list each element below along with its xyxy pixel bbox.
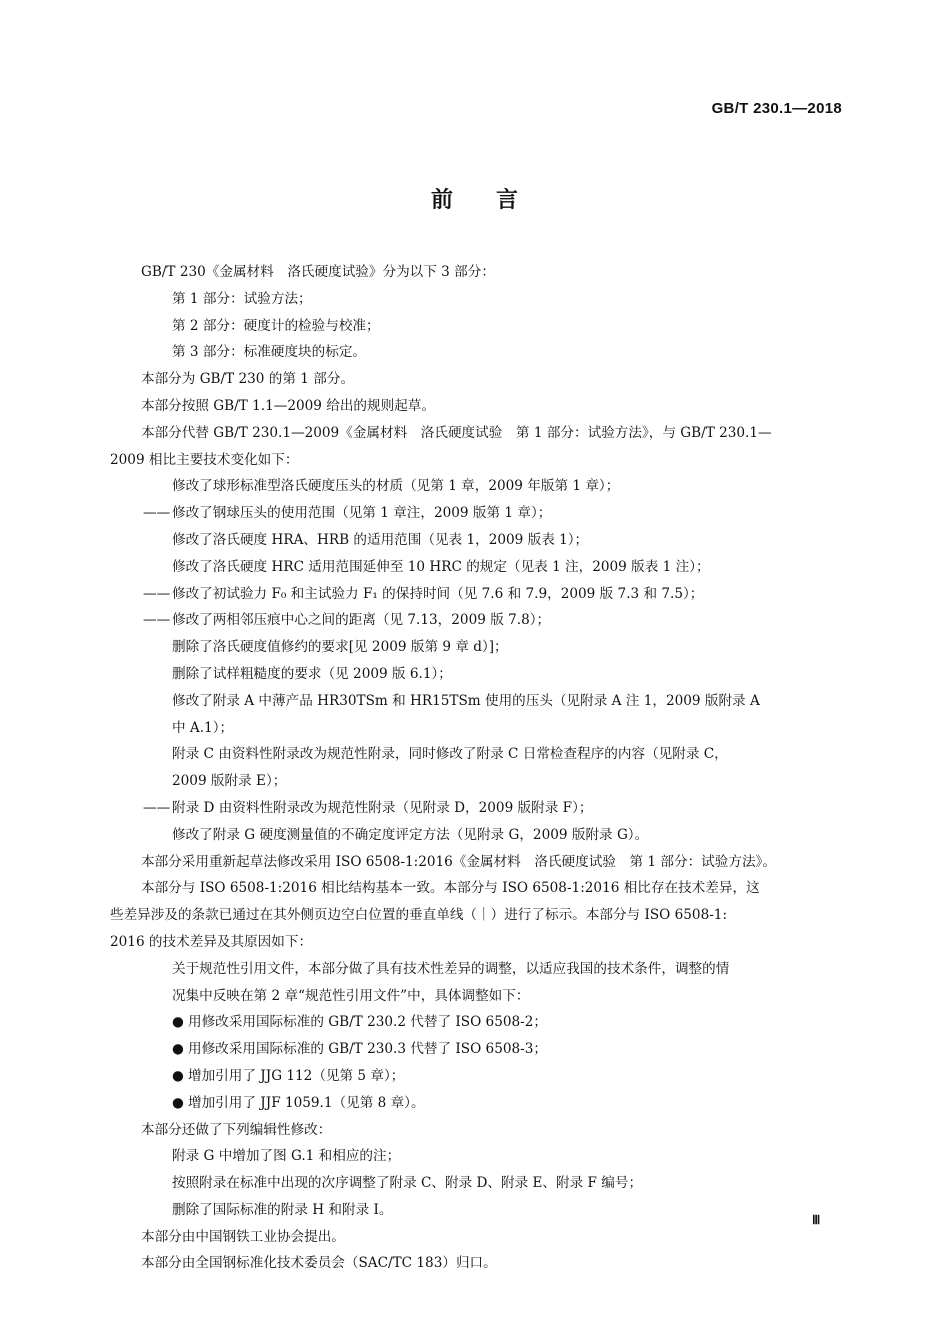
text-line	[110, 929, 843, 956]
line-text: 修改了洛氏硬度 HRA、HRB 的适用范围（见表 1，2009 版表 1）；	[172, 531, 589, 548]
line-text: 本部分为 GB/T 230 的第 1 部分。	[141, 371, 355, 388]
standard-code: GB/T 230.1—2018	[711, 100, 842, 117]
line-text: 修改了球形标准型洛氏硬度压头的材质（见第 1 章，2009 年版第 1 章）；	[172, 478, 620, 495]
list-dash: ——	[143, 799, 171, 816]
bullet-icon: ●	[172, 1014, 184, 1031]
title-char-1: 前	[430, 188, 454, 213]
line-text: 用修改采用国际标准的 GB/T 230.3 代替了 ISO 6508-3；	[188, 1041, 547, 1058]
line-text: 本部分由全国钢标准化技术委员会（SAC/TC 183）归口。	[141, 1255, 497, 1272]
bullet-icon: ●	[172, 1041, 184, 1058]
line-text: 况集中反映在第 2 章“规范性引用文件”中，具体调整如下：	[172, 987, 530, 1004]
text-line	[110, 393, 843, 420]
list-dash: ——	[143, 505, 171, 522]
text-line	[110, 1170, 843, 1197]
line-text: GB/T 230《金属材料 洛氏硬度试验》分为以下 3 部分：	[141, 264, 495, 280]
text-line	[110, 661, 843, 688]
line-text: 附录 C 由资料性附录改为规范性附录，同时修改了附录 C 日常检查程序的内容（见附录 C，	[172, 746, 728, 763]
foreword-body	[110, 259, 843, 1277]
line-text: 修改了两相邻压痕中心之间的距离（见 7.13，2009 版 7.8）；	[172, 612, 551, 629]
text-line	[110, 1250, 843, 1277]
line-text: 修改了初试验力 F₀ 和主试验力 F₁ 的保持时间（见 7.6 和 7.9，2009 版 7.3 和 7.5）；	[172, 585, 704, 602]
text-line	[110, 875, 843, 902]
text-line	[110, 715, 843, 742]
line-text: 本部分还做了下列编辑性修改：	[141, 1121, 332, 1138]
text-line	[110, 286, 843, 313]
bullet-icon: ●	[172, 1094, 184, 1111]
text-line	[110, 849, 843, 876]
line-text: 附录 G 中增加了图 G.1 和相应的注；	[172, 1148, 401, 1165]
text-line	[110, 1197, 843, 1224]
line-text: 2009 相比主要技术变化如下：	[110, 451, 299, 468]
line-text: 本部分代替 GB/T 230.1—2009《金属材料 洛氏硬度试验 第 1 部分：试验方法》，与 GB/T 230.1—	[141, 424, 772, 441]
text-line	[110, 527, 843, 554]
text-line	[110, 473, 843, 500]
text-line	[110, 768, 843, 795]
text-line	[110, 607, 843, 634]
text-line	[110, 902, 843, 929]
line-text: 用修改采用国际标准的 GB/T 230.2 代替了 ISO 6508-2；	[188, 1014, 547, 1031]
line-text: 第 1 部分：试验方法；	[172, 290, 312, 307]
text-line	[110, 822, 843, 849]
line-text: 本部分与 ISO 6508-1:2016 相比结构基本一致。本部分与 ISO 6508-1:2016 相比存在技术差异，这	[141, 880, 760, 897]
text-line	[110, 366, 843, 393]
line-text: 附录 D 由资料性附录改为规范性附录（见附录 D，2009 版附录 F）；	[172, 799, 593, 816]
line-text: 增加引用了 JJF 1059.1（见第 8 章）。	[188, 1094, 425, 1111]
line-text: 修改了洛氏硬度 HRC 适用范围延伸至 10 HRC 的规定（见表 1 注，2009 版表 1 注）；	[172, 558, 710, 575]
text-line	[110, 313, 843, 340]
text-line	[110, 554, 843, 581]
list-dash: ——	[143, 585, 171, 602]
text-line	[110, 1090, 843, 1117]
text-line	[110, 339, 843, 366]
text-line	[110, 447, 843, 474]
line-text: 2016 的技术差异及其原因如下：	[110, 933, 313, 950]
text-line	[110, 581, 843, 608]
text-line	[110, 741, 843, 768]
text-line	[110, 1224, 843, 1251]
line-text: 修改了钢球压头的使用范围（见第 1 章注，2009 版第 1 章）；	[172, 505, 552, 522]
list-dash: ——	[143, 612, 171, 629]
line-text: 本部分采用重新起草法修改采用 ISO 6508-1:2016《金属材料 洛氏硬度试验 第 1 部分：试验方法》。	[141, 853, 776, 870]
page-number: Ⅲ	[812, 1213, 821, 1227]
line-text: 2009 版附录 E）；	[172, 773, 287, 790]
line-text: 关于规范性引用文件，本部分做了具有技术性差异的调整，以适应我国的技术条件，调整的情	[172, 960, 730, 977]
text-line	[110, 1036, 843, 1063]
text-line	[110, 1063, 843, 1090]
line-text: 按照附录在标准中出现的次序调整了附录 C、附录 D、附录 E、附录 F 编号；	[172, 1175, 643, 1192]
line-text: 第 3 部分：标准硬度块的标定。	[172, 344, 367, 361]
line-text: 删除了试样粗糙度的要求（见 2009 版 6.1）；	[172, 665, 452, 682]
line-text: 第 2 部分：硬度计的检验与校准；	[172, 317, 380, 334]
text-line	[110, 983, 843, 1010]
line-text: 增加引用了 JJG 112（见第 5 章）；	[188, 1067, 405, 1084]
line-text: 修改了附录 G 硬度测量值的不确定度评定方法（见附录 G，2009 版附录 G）。	[172, 826, 649, 843]
text-line	[110, 795, 843, 822]
text-line	[110, 688, 843, 715]
page-title	[0, 183, 950, 214]
text-line	[110, 956, 843, 983]
line-text: 中 A.1）；	[172, 719, 234, 736]
text-line	[110, 634, 843, 661]
line-text: 本部分由中国钢铁工业协会提出。	[141, 1228, 345, 1245]
line-text: 些差异涉及的条款已通过在其外侧页边空白位置的垂直单线（｜）进行了标示。本部分与 ISO 6508-1:	[110, 907, 728, 924]
line-text: 修改了附录 A 中薄产品 HR30TSm 和 HR15TSm 使用的压头（见附录 A 注 1，2009 版附录 A	[172, 692, 760, 709]
line-text: 删除了洛氏硬度值修约的要求[见 2009 版第 9 章 d）]；	[172, 639, 508, 656]
line-text: 本部分按照 GB/T 1.1—2009 给出的规则起草。	[141, 397, 435, 414]
bullet-icon: ●	[172, 1067, 184, 1084]
text-line	[110, 1143, 843, 1170]
title-char-2: 言	[496, 188, 520, 213]
text-line	[110, 1117, 843, 1144]
text-line	[110, 1009, 843, 1036]
text-line	[110, 500, 843, 527]
text-line	[110, 420, 843, 447]
line-text: 删除了国际标准的附录 H 和附录 I。	[172, 1201, 393, 1218]
text-line	[110, 259, 843, 286]
